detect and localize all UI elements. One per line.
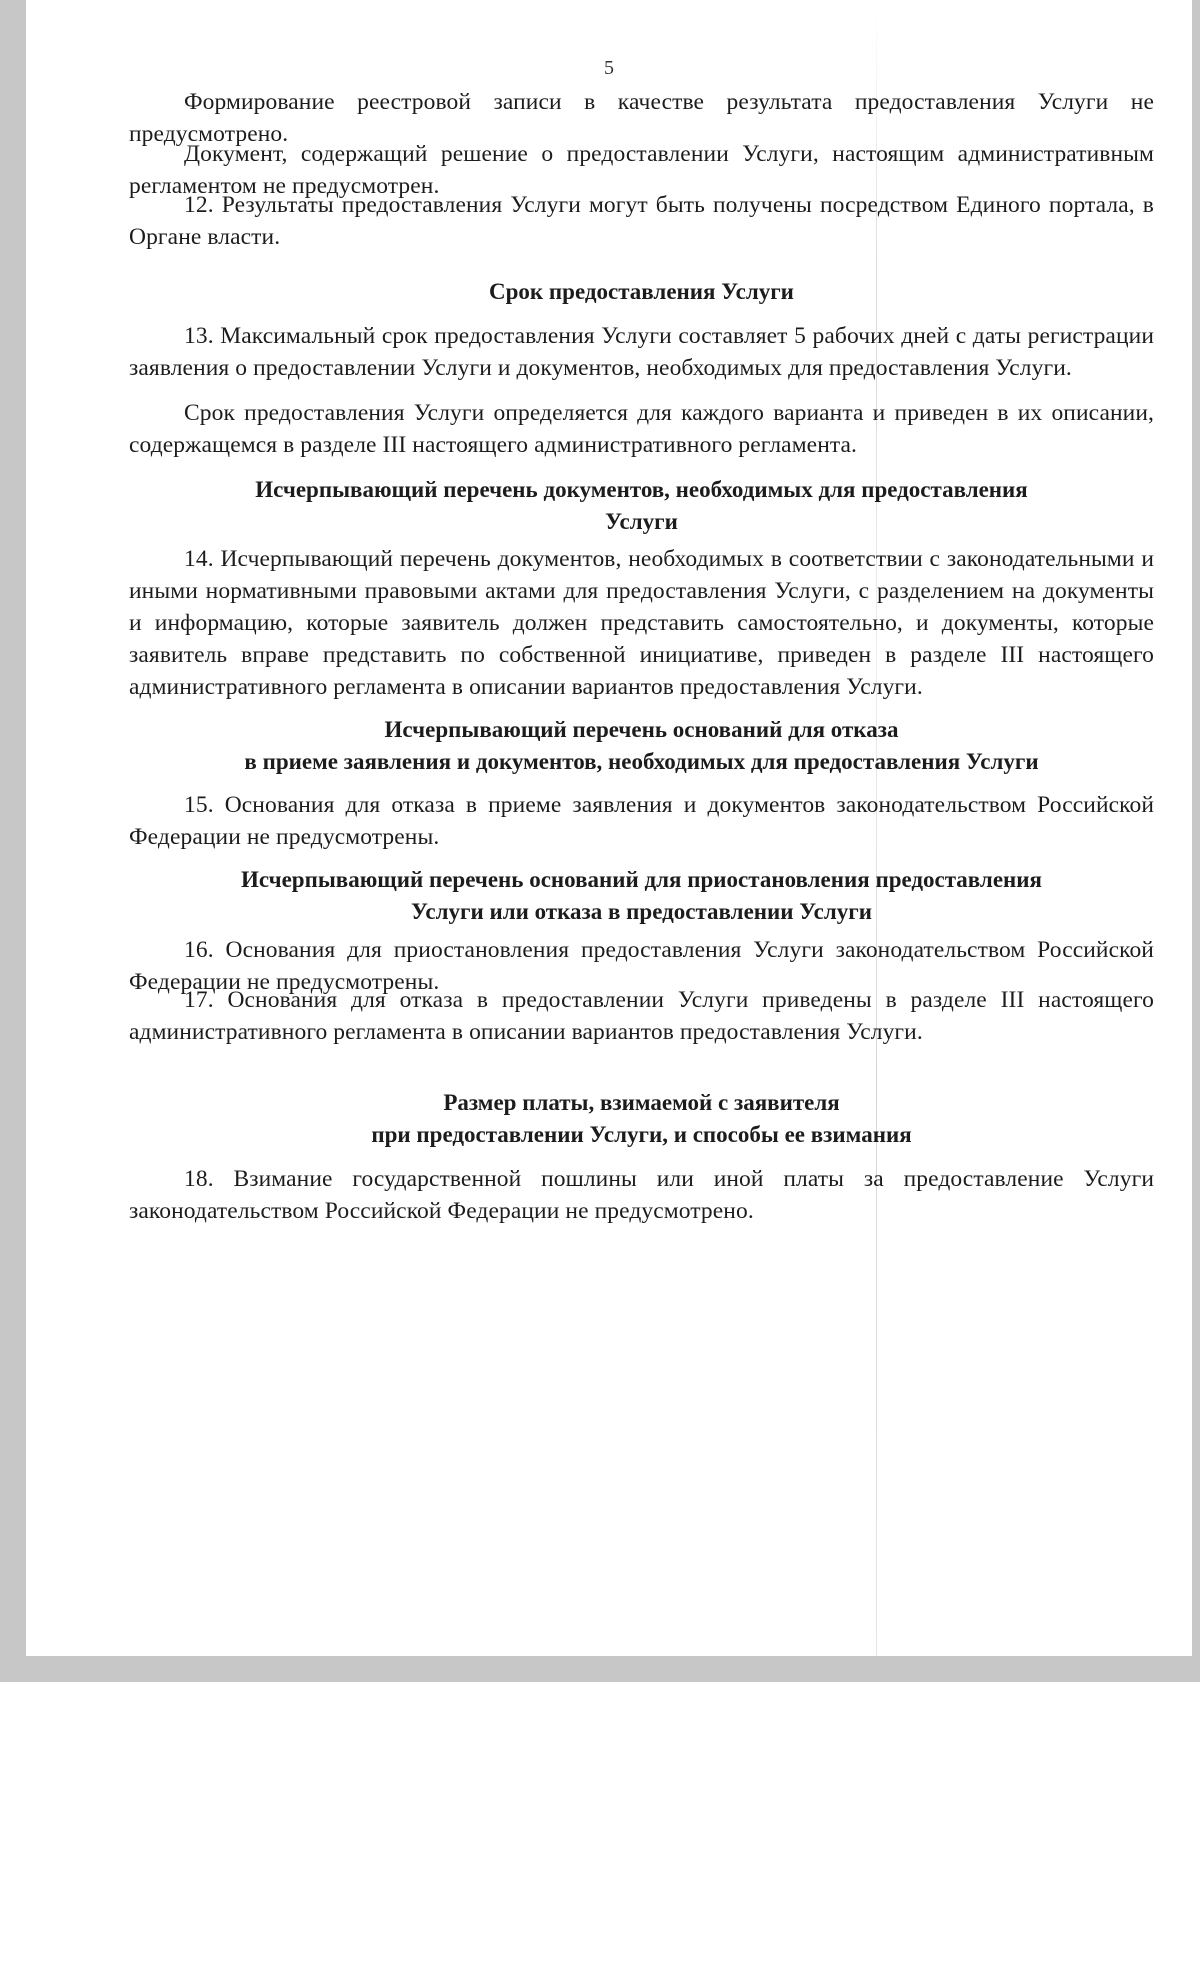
paragraph-17: 17. Основания для отказа в предоставлении Услуги приведены в разделе III настоящего административного регламента в описании вариантов предоставления Услуги. [129,987,1154,1045]
heading-required-documents-line-1: Исчерпывающий перечень документов, необходимых для предоставления [255,477,1028,502]
heading-suspension-refusal-line-1: Исчерпывающий перечень оснований для приостановления предоставления [240,867,1042,892]
heading-suspension-refusal-line-2: Услуги или отказа в предоставлении Услуги [411,899,872,924]
heading-required-documents [129,474,1154,538]
heading-suspension-refusal [129,864,1154,928]
heading-reception-refusal-line-1: Исчерпывающий перечень оснований для отказа [384,717,899,742]
paragraph-12: 12. Результаты предоставления Услуги могут быть получены посредством Единого портала, в Органе власти. [129,192,1154,250]
paragraph-15: 15. Основания для отказа в приеме заявления и документов законодательством Российской Федерации не предусмотрены. [129,792,1154,850]
heading-fee-line-1: Размер платы, взимаемой с заявителя [443,1090,840,1115]
heading-service-term-line: Срок предоставления Услуги [489,279,794,304]
paragraph-registry-entry: Формирование реестровой записи в качестве результата предоставления Услуги не предусмотрено. [129,89,1154,147]
heading-fee [129,1087,1154,1151]
document-page [26,0,1192,1656]
paragraph-decision-document: Документ, содержащий решение о предоставлении Услуги, настоящим административным регламентом не предусмотрен. [129,141,1154,199]
heading-fee-line-2: при предоставлении Услуги, и способы ее взимания [371,1122,912,1147]
paragraph-18: 18. Взимание государственной пошлины или иной платы за предоставление Услуги законодательством Российской Федерации не предусмотрено. [129,1166,1154,1224]
paragraph-13: 13. Максимальный срок предоставления Услуги составляет 5 рабочих дней с даты регистрации заявления о предоставлении Услуги и документов, необходимых для предоставления Услуги. [129,323,1154,381]
heading-service-term [129,276,1154,308]
heading-reception-refusal [129,714,1154,778]
paragraph-13-term-variants: Срок предоставления Услуги определяется для каждого варианта и приведен в их описании, содержащемся в разделе III настоящего административного регламента. [129,400,1154,458]
heading-reception-refusal-line-2: в приеме заявления и документов, необходимых для предоставления Услуги [244,749,1039,774]
page-number: 5 [604,57,614,79]
heading-required-documents-line-2: Услуги [605,509,678,534]
paragraph-16: 16. Основания для приостановления предоставления Услуги законодательством Российской Федерации не предусмотрены. [129,937,1154,995]
paragraph-14: 14. Исчерпывающий перечень документов, необходимых в соответствии с законодательными и иными нормативными правовыми актами для предоставления Услуги, с разделением на документы и информацию, которые заявитель должен представить самостоятельно, и документы, которые заявитель вправе представить по собственной инициативе, приведен в разделе III настоящего административного регламента в описании вариантов предоставления Услуги. [129,546,1154,700]
